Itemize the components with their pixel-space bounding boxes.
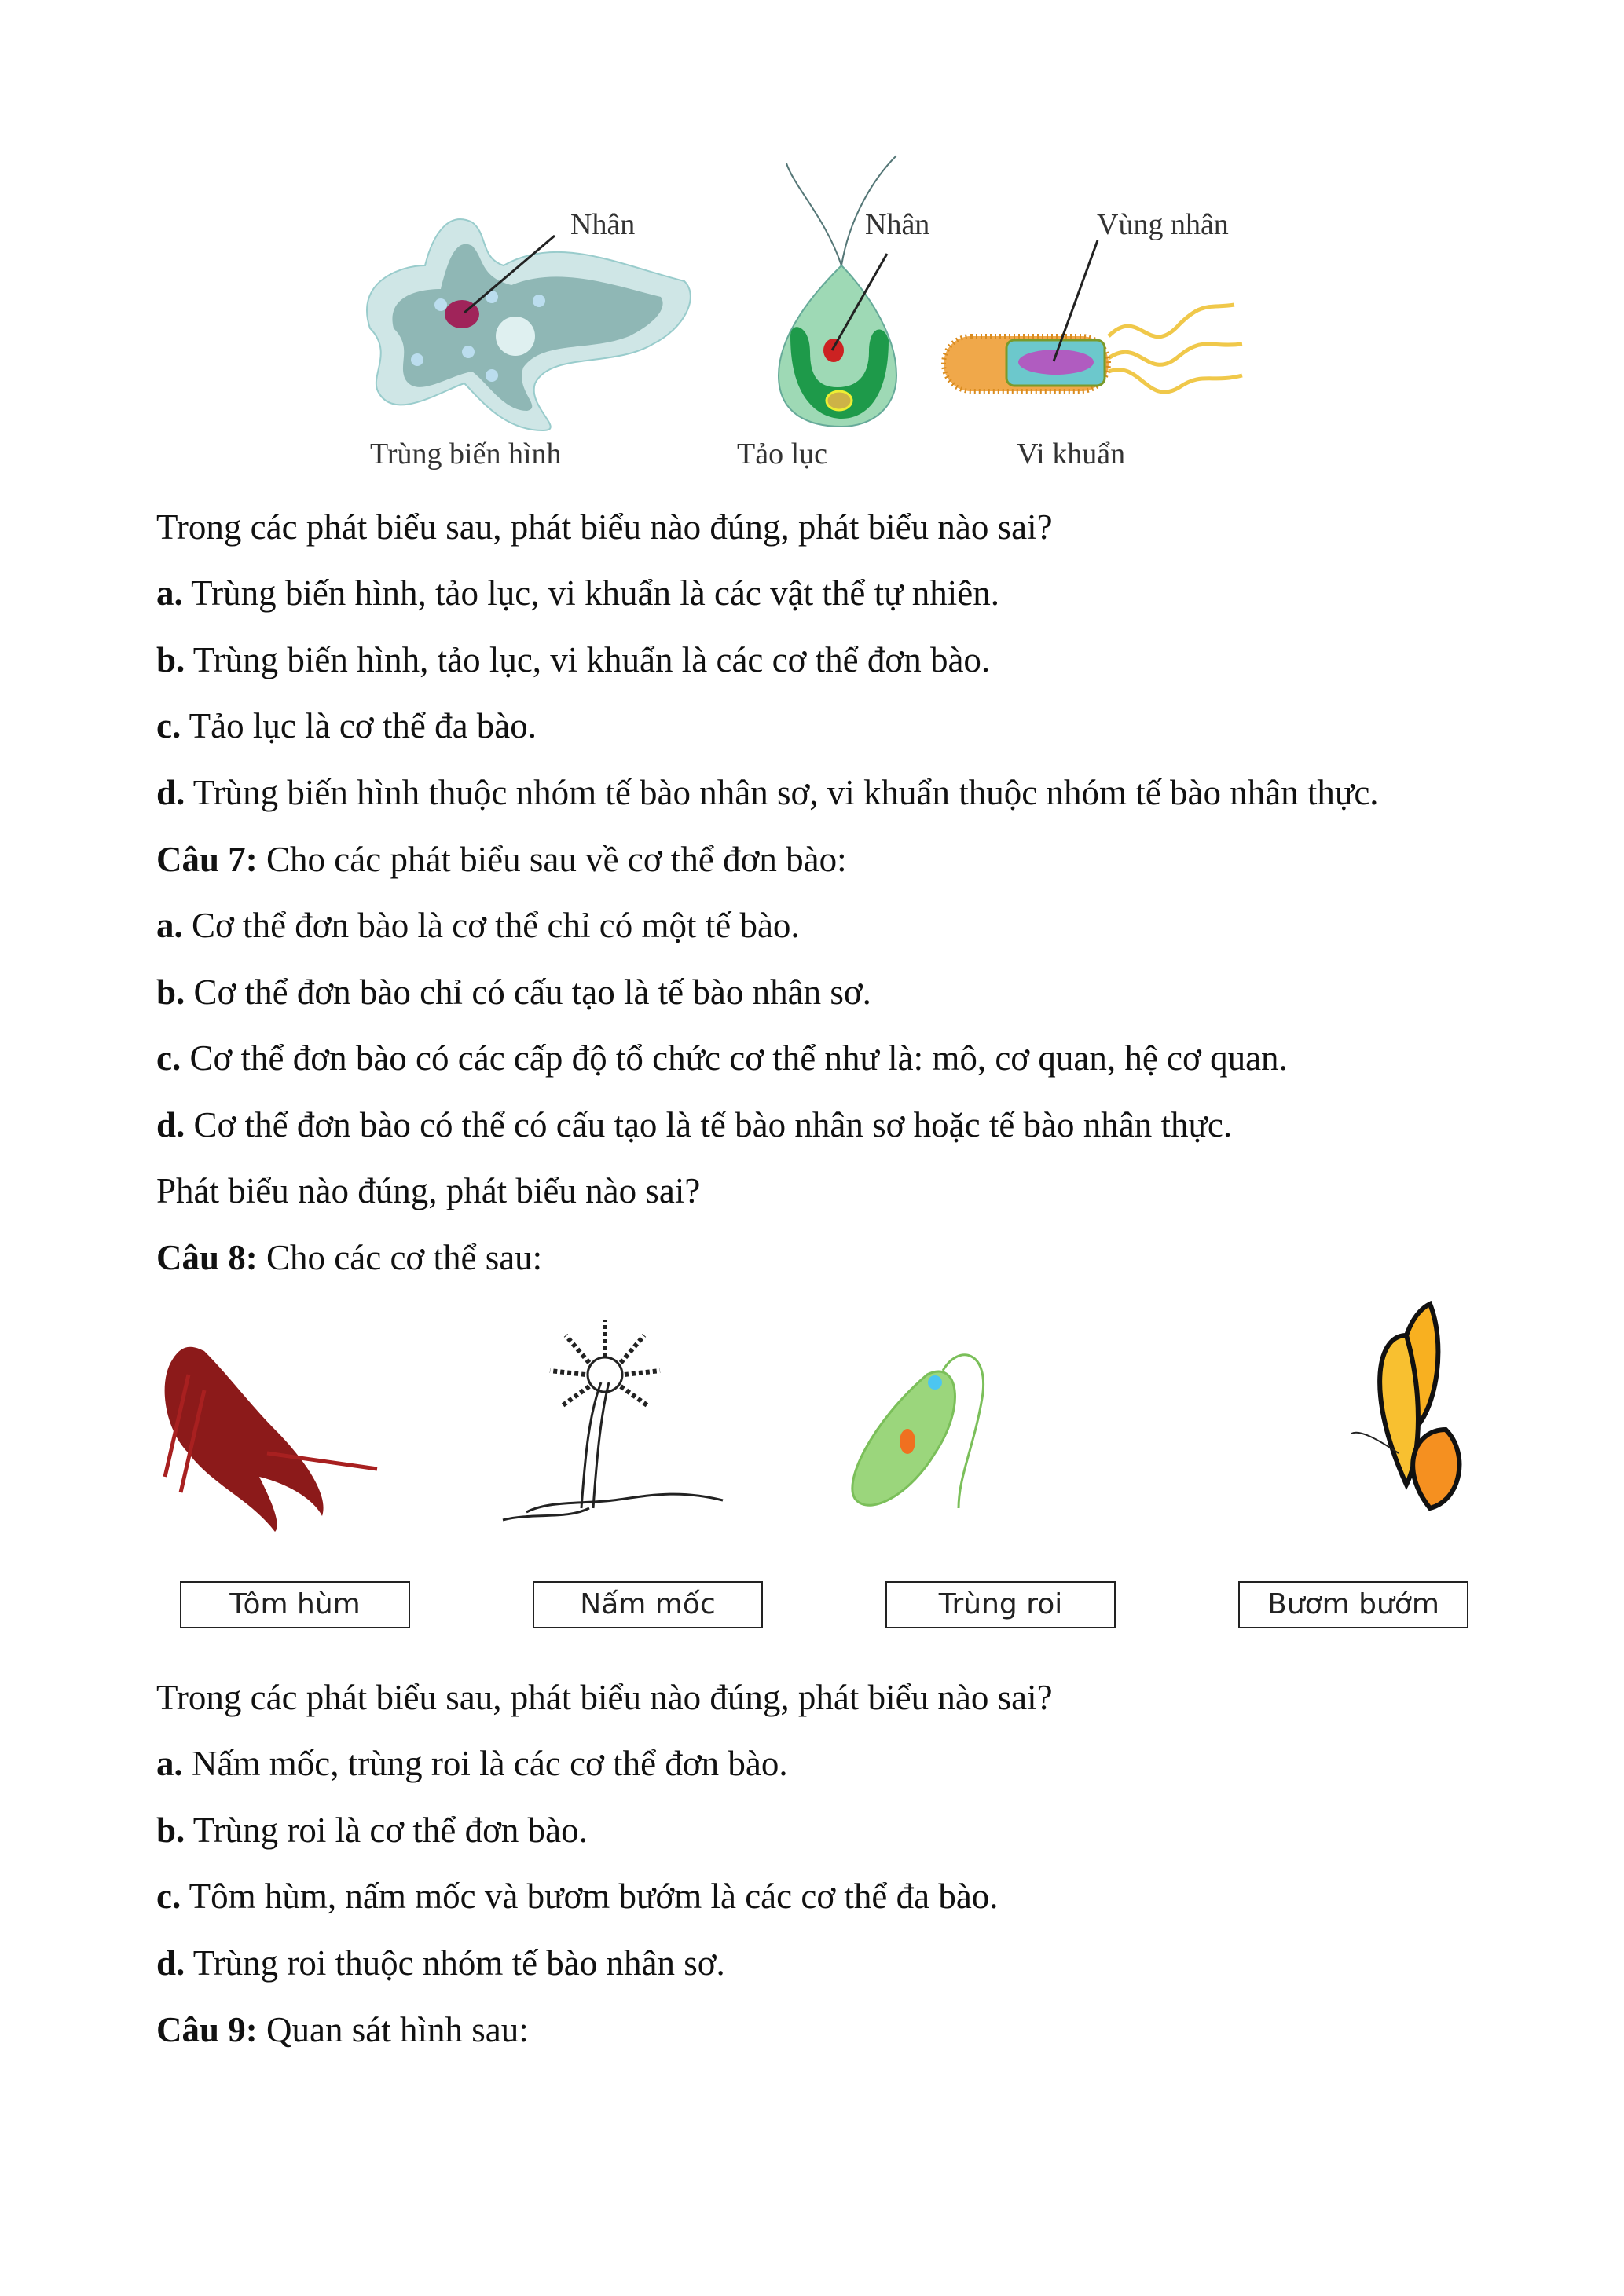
item-key: d. — [156, 1105, 185, 1144]
item-key: c. — [156, 1038, 181, 1078]
bacterium-illustration — [944, 240, 1242, 392]
butterfly-illustration — [1351, 1304, 1459, 1508]
q7-item-d — [156, 1101, 1232, 1148]
item-text: Cơ thể đơn bào có các cấp độ tổ chức cơ thể như là: mô, cơ quan, hệ cơ quan. — [181, 1038, 1288, 1078]
item-key: a. — [156, 1744, 183, 1783]
q8-item-a — [156, 1740, 788, 1787]
q6-item-c — [156, 702, 537, 749]
q7-prompt: Phát biểu nào đúng, phát biểu nào sai? — [156, 1171, 701, 1210]
question-title: Quan sát hình sau: — [257, 2010, 529, 2049]
organisms-figure — [141, 1296, 1493, 1555]
q7-item-a — [156, 902, 800, 949]
item-text: Trùng roi thuộc nhóm tế bào nhân sơ. — [185, 1943, 725, 1983]
algae-nucleus-label: Nhân — [865, 208, 930, 241]
algae-caption: Tảo lục — [737, 438, 828, 471]
organism-label-lobster: Tôm hùm — [180, 1581, 410, 1628]
item-text: Trùng biến hình thuộc nhóm tế bào nhân sơ, vi khuẩn thuộc nhóm tế bào nhân thực. — [185, 773, 1379, 812]
q7-item-b — [156, 969, 871, 1016]
item-text: Trùng roi là cơ thể đơn bào. — [185, 1811, 588, 1850]
item-text: Trùng biến hình, tảo lục, vi khuẩn là các vật thể tự nhiên. — [182, 573, 999, 613]
item-text: Cơ thể đơn bào có thể có cấu tạo là tế bào nhân sơ hoặc tế bào nhân thực. — [185, 1105, 1233, 1144]
q9-heading — [156, 2006, 529, 2053]
euglena-illustration — [852, 1355, 984, 1508]
q7-item-c — [156, 1034, 1288, 1082]
item-key: b. — [156, 640, 185, 679]
cell-types-figure — [354, 148, 1289, 485]
q6-item-a — [156, 569, 999, 617]
amoeba-illustration — [367, 219, 691, 430]
question-label: Câu 9: — [156, 2010, 258, 2049]
q6-item-d — [156, 769, 1379, 816]
question-title: Cho các phát biểu sau về cơ thể đơn bào: — [257, 840, 847, 879]
q8-item-c — [156, 1873, 999, 1920]
amoeba-caption: Trùng biến hình — [370, 438, 562, 471]
question-label: Câu 7: — [156, 840, 258, 879]
item-text: Tôm hùm, nấm mốc và bươm bướm là các cơ thể đa bào. — [181, 1877, 999, 1916]
item-text: Trùng biến hình, tảo lục, vi khuẩn là các cơ thể đơn bào. — [185, 640, 991, 679]
item-key: d. — [156, 1943, 185, 1983]
organism-label-euglena: Trùng roi — [885, 1581, 1116, 1628]
item-key: a. — [156, 906, 183, 945]
item-text: Cơ thể đơn bào chỉ có cấu tạo là tế bào nhân sơ. — [185, 972, 871, 1012]
q6-item-b — [156, 636, 990, 683]
item-key: b. — [156, 1811, 185, 1850]
q7-heading — [156, 836, 847, 883]
item-key: c. — [156, 706, 181, 745]
organism-label-mold: Nấm mốc — [533, 1581, 763, 1628]
q6-prompt: Trong các phát biểu sau, phát biểu nào đúng, phát biểu nào sai? — [156, 507, 1053, 547]
item-key: b. — [156, 972, 185, 1012]
bacterium-nucleoid-label: Vùng nhân — [1097, 208, 1229, 241]
q8-item-b — [156, 1807, 588, 1854]
item-text: Nấm mốc, trùng roi là các cơ thể đơn bào. — [182, 1744, 788, 1783]
q8-prompt: Trong các phát biểu sau, phát biểu nào đúng, phát biểu nào sai? — [156, 1678, 1053, 1717]
item-key: c. — [156, 1877, 181, 1916]
organism-label-butterfly: Bươm bướm — [1238, 1581, 1468, 1628]
lobster-illustration — [165, 1347, 377, 1532]
q8-heading — [156, 1234, 542, 1281]
item-key: a. — [156, 573, 183, 613]
q8-item-d — [156, 1939, 725, 1987]
bacterium-caption: Vi khuẩn — [1017, 438, 1126, 471]
green-algae-illustration — [779, 156, 896, 427]
question-title: Cho các cơ thể sau: — [257, 1238, 543, 1277]
item-text: Tảo lục là cơ thể đa bào. — [181, 706, 537, 745]
mold-illustration — [503, 1320, 723, 1520]
item-key: d. — [156, 773, 185, 812]
amoeba-nucleus-label: Nhân — [570, 208, 636, 241]
item-text: Cơ thể đơn bào là cơ thể chỉ có một tế bào. — [182, 906, 800, 945]
question-label: Câu 8: — [156, 1238, 258, 1277]
